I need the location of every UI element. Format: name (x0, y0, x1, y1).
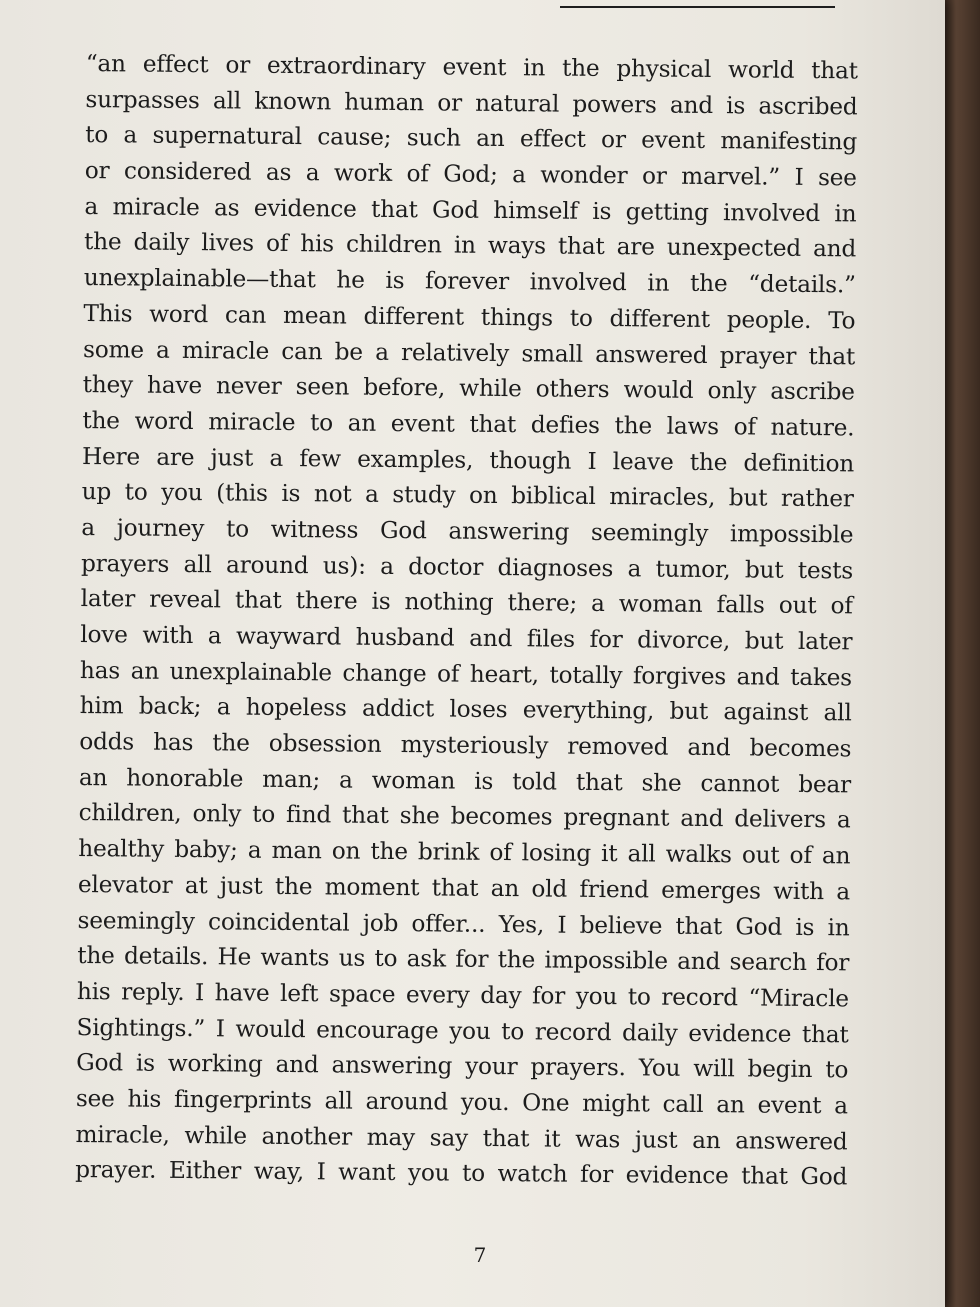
body-text (75, 46, 858, 1195)
text-line: they have never seen before, while others would only ascribe (82, 371, 855, 406)
text-line: or considered as a work of God; a wonder or marvel.” I see (84, 157, 857, 192)
text-line: the word miracle to an event that defies the laws of nature. (82, 406, 855, 442)
text-line: healthy baby; a man on the brink of losing it all walks out of an (78, 835, 851, 870)
text-line: to a supernatural cause; such an effect or event manifesting (85, 121, 858, 156)
text-line: love with a wayward husband and files for divorce, but later (80, 620, 853, 656)
text-line: him back; a hopeless addict loses everything, but against all (79, 692, 852, 727)
page-number: 7 (473, 1243, 487, 1267)
text-line: his reply. I have left space every day for you to record “Miracle (76, 977, 850, 1013)
text-line: the daily lives of his children in ways that are unexpected and (83, 228, 857, 263)
text-line: unexplainable—that he is forever involved in the “details.” (83, 264, 856, 299)
text-line: “an effect or extraordinary event in the physical world that (85, 49, 858, 85)
text-line: later reveal that there is nothing there; a woman falls out of (80, 585, 853, 620)
text-line: a journey to witness God answering seemingly impossible (81, 513, 854, 549)
text-line: the details. He wants us to ask for the impossible and search for (77, 942, 850, 977)
text-line: This word can mean different things to different people. To (83, 299, 856, 335)
text-line: children, only to find that she becomes pregnant and delivers a (78, 799, 851, 834)
text-line: prayers all around us): a doctor diagnoses a tumor, but tests (80, 549, 854, 585)
text-line: has an unexplainable change of heart, totally forgives and takes (79, 656, 853, 692)
header-rule (560, 6, 835, 8)
text-line: seemingly coincidental job offer... Yes, I believe that God is in (77, 906, 850, 941)
text-line: God is working and answering your prayers. You will begin to (76, 1049, 849, 1084)
text-line: up to you (this is not a study on biblical miracles, but rather (81, 478, 854, 513)
text-line: some a miracle can be a relatively small answered prayer that (82, 335, 856, 370)
text-line: surpasses all known human or natural powers and is ascribed (85, 85, 858, 121)
text-line: a miracle as evidence that God himself is getting involved in (84, 192, 857, 228)
text-line: Here are just a few examples, though I leave the definition (81, 442, 855, 477)
text-line: Sightings.” I would encourage you to record daily evidence that (76, 1013, 849, 1048)
text-line: an honorable man; a woman is told that she cannot bear (78, 763, 852, 799)
text-line: odds has the obsession mysteriously removed and becomes (79, 728, 852, 763)
text-line: prayer. Either way, I want you to watch for evidence that God (75, 1156, 848, 1191)
text-line: see his fingerprints all around you. One might call an event a (75, 1084, 848, 1120)
text-line: elevator at just the moment that an old friend emerges with a (77, 870, 851, 906)
text-line: miracle, while another may say that it was just an answered (75, 1120, 848, 1155)
